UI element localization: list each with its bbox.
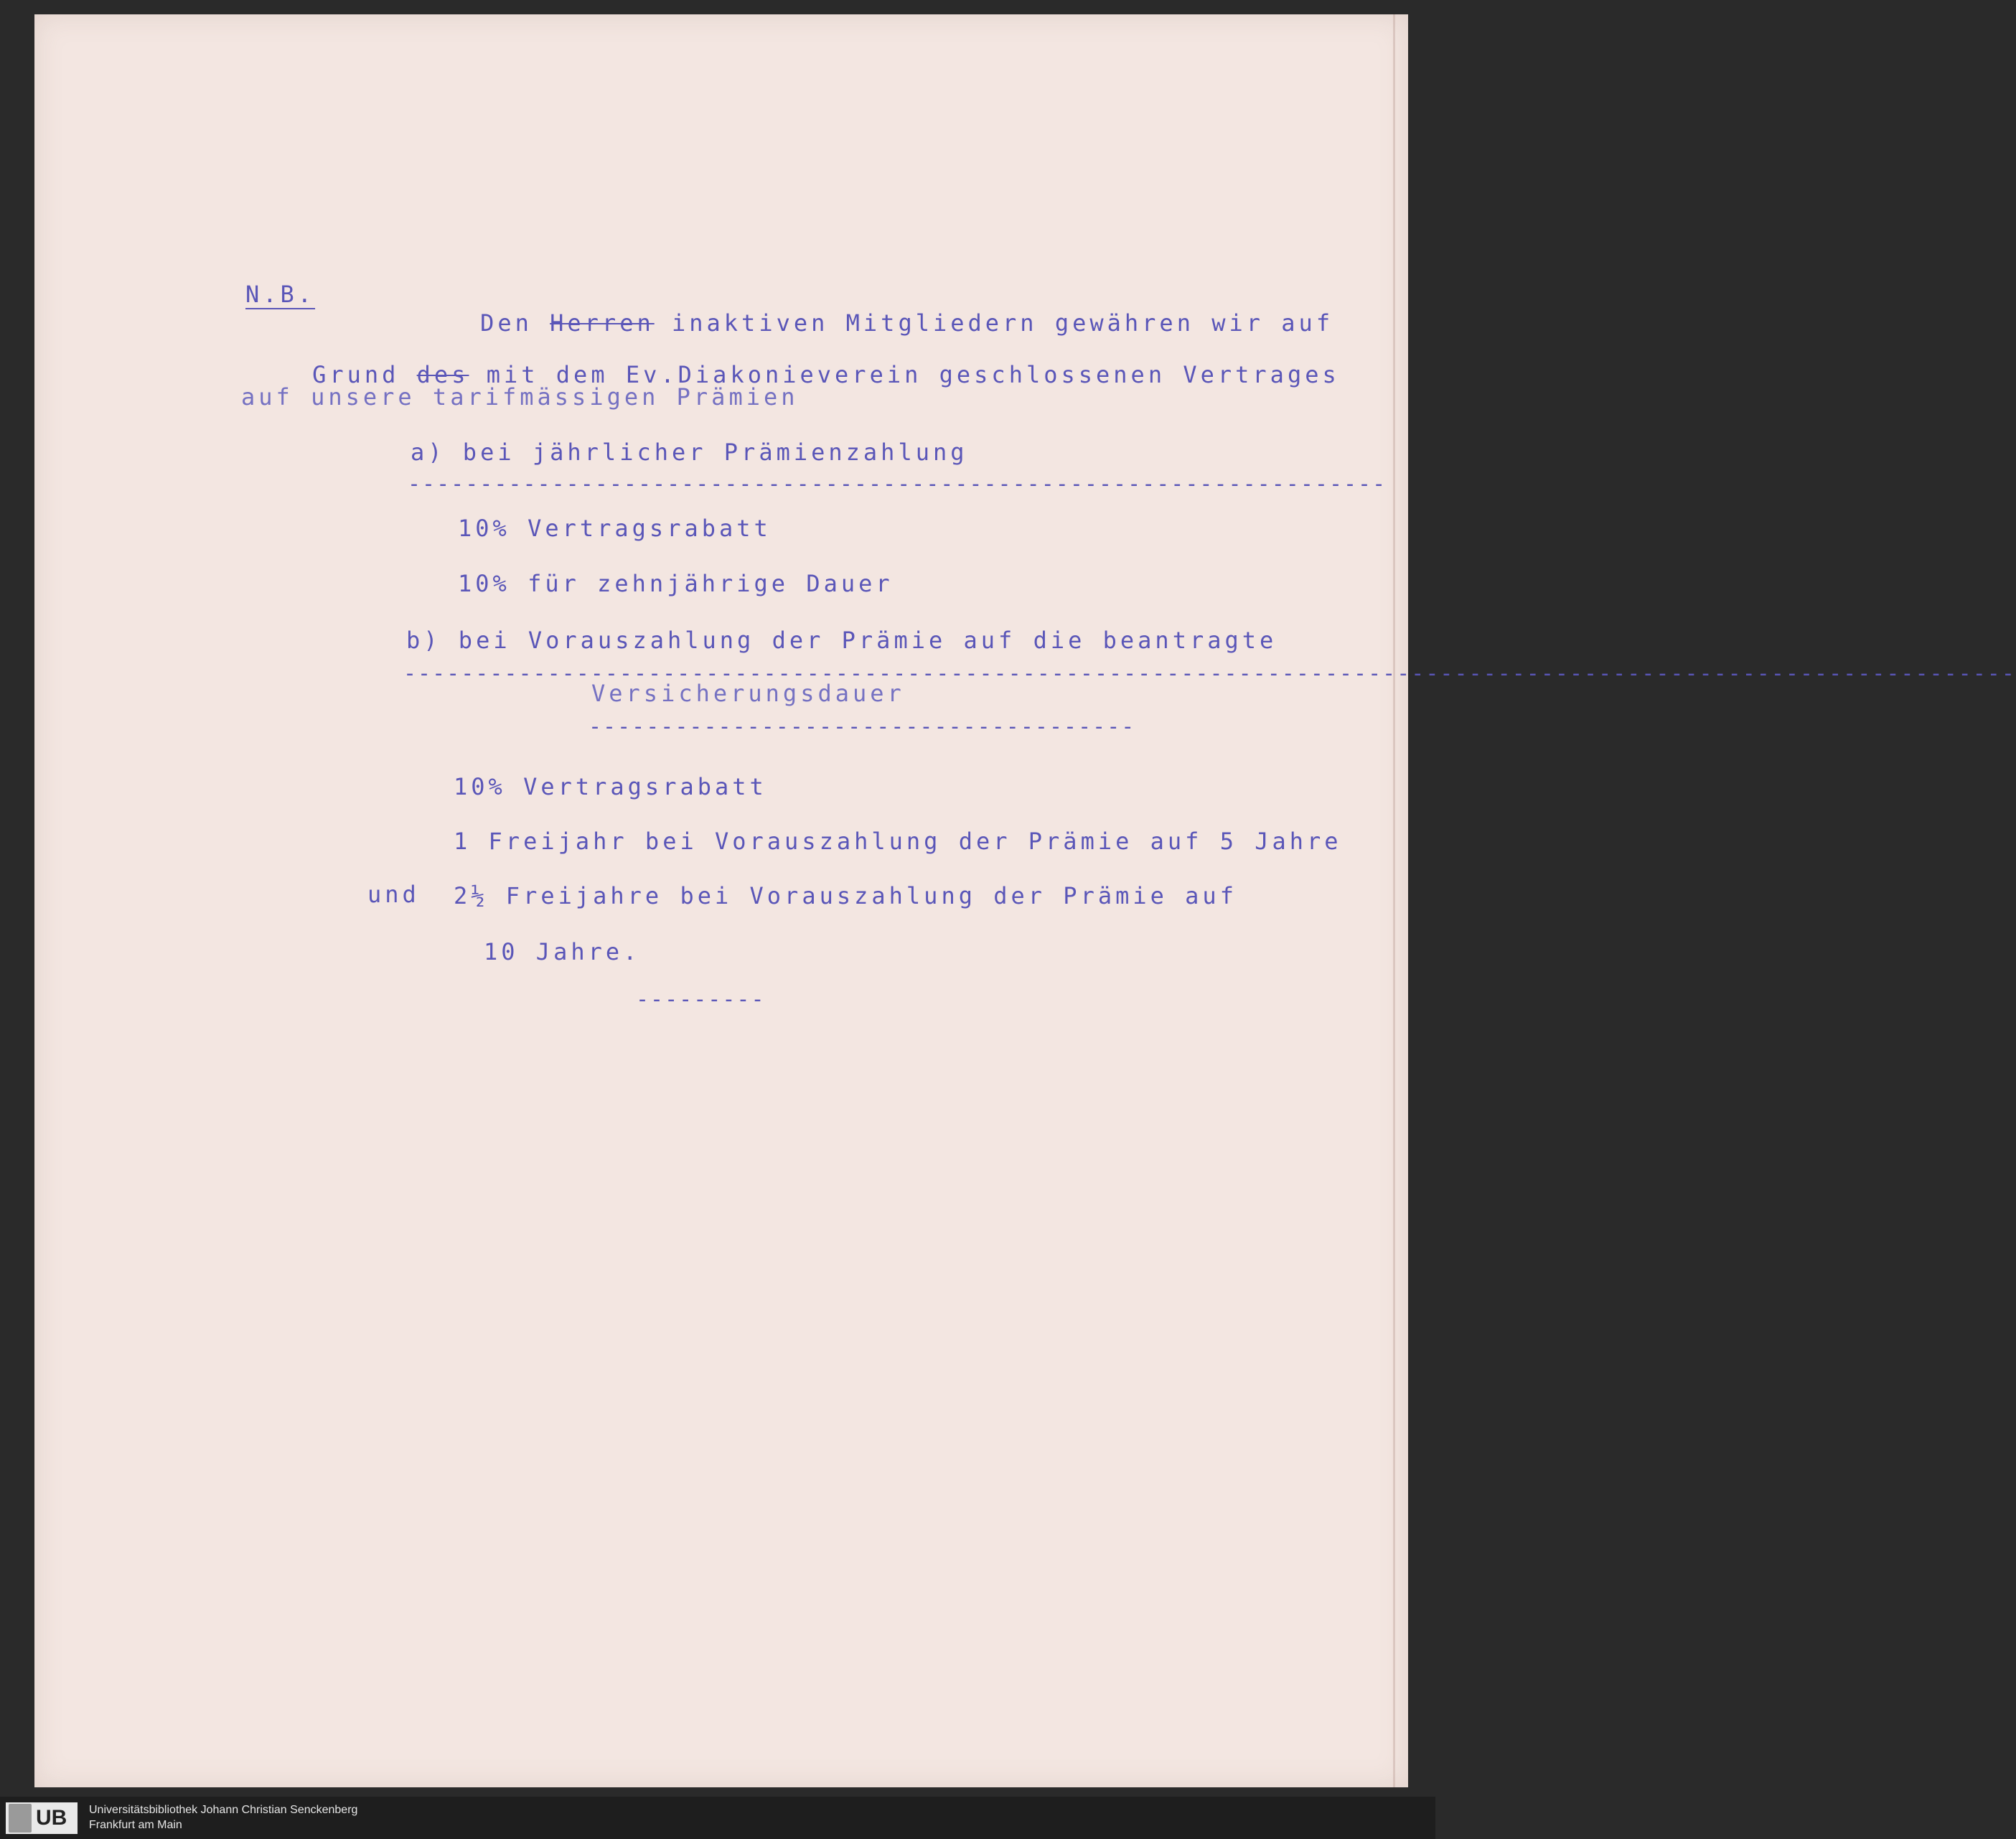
text-line-3: auf unsere tarifmässigen Prämien [241,383,799,411]
document-page [34,14,2016,1787]
line-1-rest: inaktiven Mitgliedern gewähren wir auf [671,309,1334,337]
word-grund: Grund [312,361,400,388]
portrait-icon [9,1804,32,1833]
section-a-item-1: 10% Vertragsrabatt [458,515,772,542]
section-a-underline: -------------------------------------------------------------------- [408,472,1387,497]
logo-text: UB [36,1806,67,1830]
section-b-item-3: 2½ Freijahre bei Vorauszahlung der Prämie auf [454,882,1237,909]
section-b-heading-cont: Versicherungsdauer [591,680,905,707]
nb-label: N.B. [245,281,316,308]
footer-line-1: Universitätsbibliothek Johann Christian Senckenberg [89,1804,358,1816]
und-word: und [367,881,420,908]
section-b-item-3-cont: 10 Jahre. [484,938,641,965]
section-b-item-1: 10% Vertragsrabatt [454,773,767,800]
struck-word-des: des [416,361,469,388]
library-footer [0,1797,1435,1839]
end-rule: --------- [636,987,766,1012]
line-2-rest: mit dem Ev.Diakonieverein geschlossenen Vertrages [486,361,1340,388]
footer-line-2: Frankfurt am Main [89,1819,182,1831]
section-b-cont-underline: -------------------------------------- [589,714,1136,739]
section-a-item-2: 10% für zehnjährige Dauer [458,570,894,597]
library-logo [6,1802,78,1834]
section-b-heading: b) bei Vorauszahlung der Prämie auf die beantragte [406,627,1277,654]
section-a-heading: a) bei jährlicher Prämienzahlung [411,439,968,466]
word-den: Den [480,309,533,337]
section-b-item-2: 1 Freijahr bei Vorauszahlung der Prämie auf 5 Jahre [454,828,1342,855]
struck-word-herren: Herren [550,309,655,337]
footer-credit [89,1802,357,1833]
section-b-underline: ---------------------------------------------------------------------------------------------------------------- [403,661,2016,686]
